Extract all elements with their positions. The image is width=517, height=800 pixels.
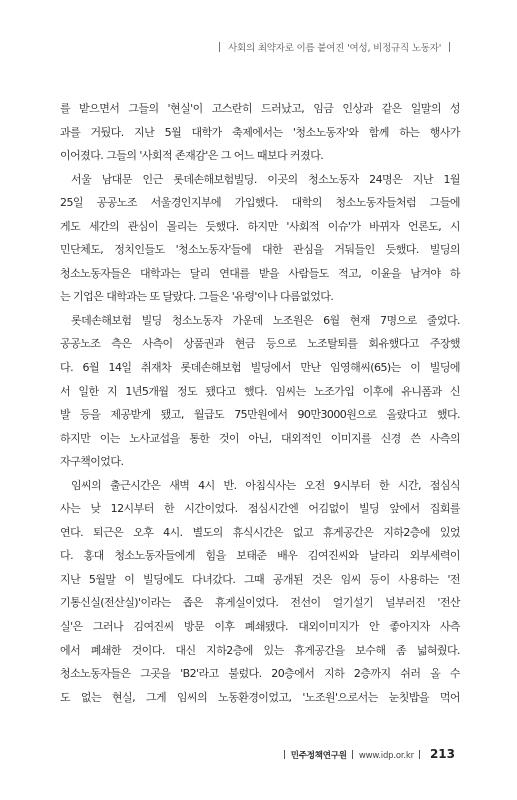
text-line: 서울 남대문 인근 롯데손해보험빌딩. 이곳의 청소노동자 24명은 지난 1월: [71, 172, 460, 186]
text-line: 에서 폐쇄한 것이다. 대신 지하2층에 있는 휴게공간을 보수해 좀 넓혀줬다.: [60, 643, 460, 657]
text-line: 자구책이었다.: [60, 455, 124, 469]
text-line: 청소노동자들은 대학과는 달리 연대를 받을 사람들도 적고, 이윤을 남겨야 하: [60, 266, 460, 280]
text-line: 는 기업은 대학과는 또 달랐다. 그들은 '유령'이나 다름없었다.: [60, 290, 334, 304]
text-line: 사는 낮 12시부터 한 시간이었다. 점심시간엔 어김없이 빌딩 앞에서 집회를: [60, 502, 460, 516]
text-line: 롯데손해보험 빌딩 청소노동자 가운데 노조원은 6월 현재 7명으로 줄었다.: [71, 313, 460, 327]
text-line: 청소노동자들은 그곳을 'B2'라고 불렀다. 20층에서 지하 2층까지 쉬러 올 수: [60, 667, 460, 681]
text-line: 서 일한 지 1년5개월 정도 됐다고 했다. 임씨는 노조가입 이후에 유니폼과 신: [60, 384, 460, 398]
footer-url: www.idp.or.kr: [358, 751, 414, 761]
header-title: 사회의 최약자로 이름 붙여진 '여성, 비정규직 노동자': [228, 43, 442, 54]
text-line: 지난 5월말 이 빌딩에도 다녀갔다. 그때 공개된 것은 임씨 등이 사용하는 '전: [60, 572, 460, 586]
text-line: 과를 거뒀다. 지난 5월 대학가 축제에서는 '청소노동자'와 함께 하는 행사가: [60, 125, 460, 139]
text-line: 게도 세간의 관심이 몰리는 듯했다. 하지만 '사회적 이슈'가 바뀌자 언론도, 시: [60, 219, 460, 233]
header-divider: [219, 42, 220, 52]
text-line: 발 등을 제공받게 됐고, 월급도 75만원에서 90만3000원으로 올랐다고 했다.: [60, 408, 460, 422]
text-line: 민단체도, 정치인들도 '청소노동자'들에 대한 관심을 거둬들인 듯했다. 빌딩의: [60, 243, 460, 257]
page-footer: [281, 747, 455, 761]
footer-divider: [419, 750, 420, 759]
text-line: 기통신실(전산실)'이라는 좁은 휴게실이었다. 전선이 얼기설기 널부러진 '전산: [60, 596, 460, 610]
text-line: 도 없는 현실, 그게 임씨의 노동환경이었고, '노조원'으로서는 눈칫밥을 먹어: [60, 690, 460, 704]
text-line: 연다. 퇴근은 오후 4시. 별도의 휴식시간은 없고 휴게공간은 지하2층에 있었: [60, 525, 460, 539]
text-line: 를 받으면서 그들의 '현실'이 고스란히 드러났고, 임금 인상과 같은 일말의 성: [60, 102, 460, 115]
header-divider: [449, 42, 450, 52]
text-line: 이어졌다. 그들의 '사회적 존재감'은 그 어느 때보다 커졌다.: [60, 149, 324, 163]
text-line: 공공노조 측은 사측이 상품권과 현금 등으로 노조탈퇴를 회유했다고 주장했: [60, 337, 460, 351]
footer-org: 민주정책연구원: [290, 751, 347, 761]
text-line: 다. 홍대 청소노동자들에게 힘을 보태준 배우 김여진씨와 날라리 외부세력이: [60, 549, 460, 563]
running-header: [214, 40, 455, 54]
footer-divider: [352, 750, 353, 759]
text-line: 25일 공공노조 서울경인지부에 가입했다. 대학의 청소노동자들처럼 그들에: [60, 196, 460, 210]
text-line: 하지만 이는 노사교섭을 통한 것이 아닌, 대외적인 이미지를 신경 쓴 사측의: [60, 431, 460, 445]
text-line: 임씨의 출근시간은 새벽 4시 반. 아침식사는 오전 9시부터 한 시간, 점심식: [71, 478, 460, 492]
body-text: [60, 97, 460, 709]
text-line: 다. 6월 14일 취재차 롯데손해보험 빌딩에서 만난 임영해씨(65)는 이 빌딩에: [60, 361, 460, 375]
footer-divider: [284, 750, 285, 759]
text-line: 실'은 그러나 김여진씨 방문 이후 폐쇄됐다. 대외이미지가 안 좋아지자 사측: [60, 620, 460, 634]
page-number: 213: [429, 747, 455, 761]
